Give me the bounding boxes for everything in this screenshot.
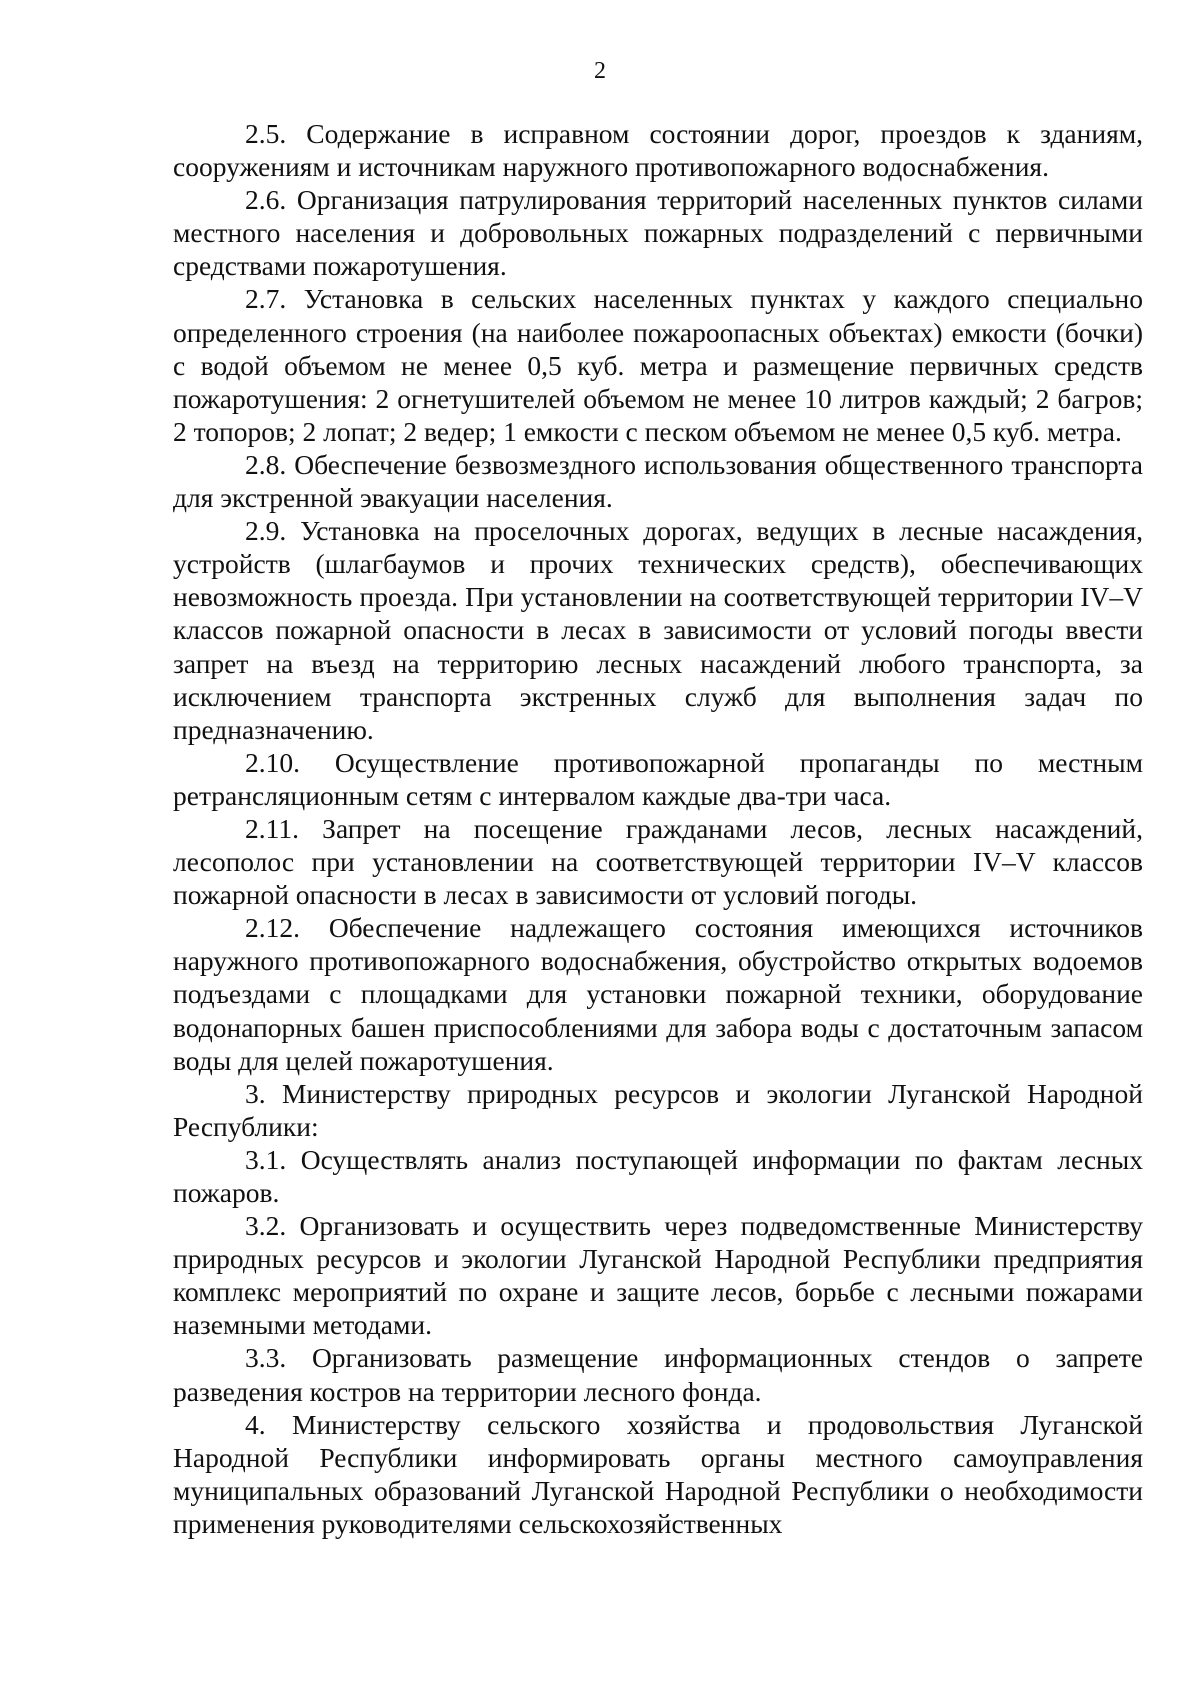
paragraph-3-3: 3.3. Организовать размещение информационных стендов о запрете разведения костров на территории лесного фонда.	[173, 1342, 1143, 1407]
paragraph-2-11: 2.11. Запрет на посещение гражданами лесов, лесных насаждений, лесополос при установлении на соответствующей территории IV–V классов пожарной опасности в лесах в зависимости от условий погоды.	[173, 812, 1143, 911]
paragraph-3: 3. Министерству природных ресурсов и экологии Луганской Народной Республики:	[173, 1077, 1143, 1142]
paragraph-3-1: 3.1. Осуществлять анализ поступающей информации по фактам лесных пожаров.	[173, 1143, 1143, 1208]
paragraph-4: 4. Министерству сельского хозяйства и продовольствия Луганской Народной Республики информировать органы местного самоуправления муниципальных образований Луганской Народной Республики о необходимости применения руководителями сельскохозяйственных	[173, 1408, 1143, 1539]
paragraph-2-12: 2.12. Обеспечение надлежащего состояния имеющихся источников наружного противопожарного водоснабжения, обустройство открытых водоемов подъездами с площадками для установки пожарной техники, оборудование водонапорных башен приспособлениями для забора воды с достаточным запасом воды для целей пожаротушения.	[173, 912, 1143, 1076]
paragraph-2-7: 2.7. Установка в сельских населенных пунктах у каждого специально определенного строения (на наиболее пожароопасных объектах) емкости (бочки) с водой объемом не менее 0,5 куб. метра и размещение первичных средств пожаротушения: 2 огнетушителей объемом не менее 10 литров каждый; 2 багров; 2 топоров; 2 лопат; 2 ведер; 1 емкости с песком объемом не менее 0,5 куб. метра.	[173, 283, 1143, 447]
paragraph-2-10: 2.10. Осуществление противопожарной пропаганды по местным ретрансляционным сетям с интервалом каждые два-три часа.	[173, 746, 1143, 811]
paragraph-2-6: 2.6. Организация патрулирования территорий населенных пунктов силами местного населения и добровольных пожарных подразделений с первичными средствами пожаротушения.	[173, 184, 1143, 282]
paragraph-2-8: 2.8. Обеспечение безвозмездного использования общественного транспорта для экстренной эвакуации населения.	[173, 448, 1143, 514]
paragraph-2-5: 2.5. Содержание в исправном состоянии дорог, проездов к зданиям, сооружениям и источникам наружного противопожарного водоснабжения.	[173, 118, 1143, 183]
page-number: 2	[594, 58, 606, 84]
document-body	[173, 117, 1143, 1540]
paragraph-2-9: 2.9. Установка на проселочных дорогах, ведущих в лесные насаждения, устройств (шлагбаумов и прочих технических средств), обеспечивающих невозможность проезда. При установлении на соответствующей территории IV–V классов пожарной опасности в лесах в зависимости от условий погоды ввести запрет на въезд на территорию лесных насаждений любого транспорта, за исключением транспорта экстренных служб для выполнения задач по предназначению.	[173, 515, 1143, 745]
paragraph-3-2: 3.2. Организовать и осуществить через подведомственные Министерству природных ресурсов и экологии Луганской Народной Республики предприятия комплекс мероприятий по охране и защите лесов, борьбе с лесными пожарами наземными методами.	[173, 1210, 1143, 1341]
